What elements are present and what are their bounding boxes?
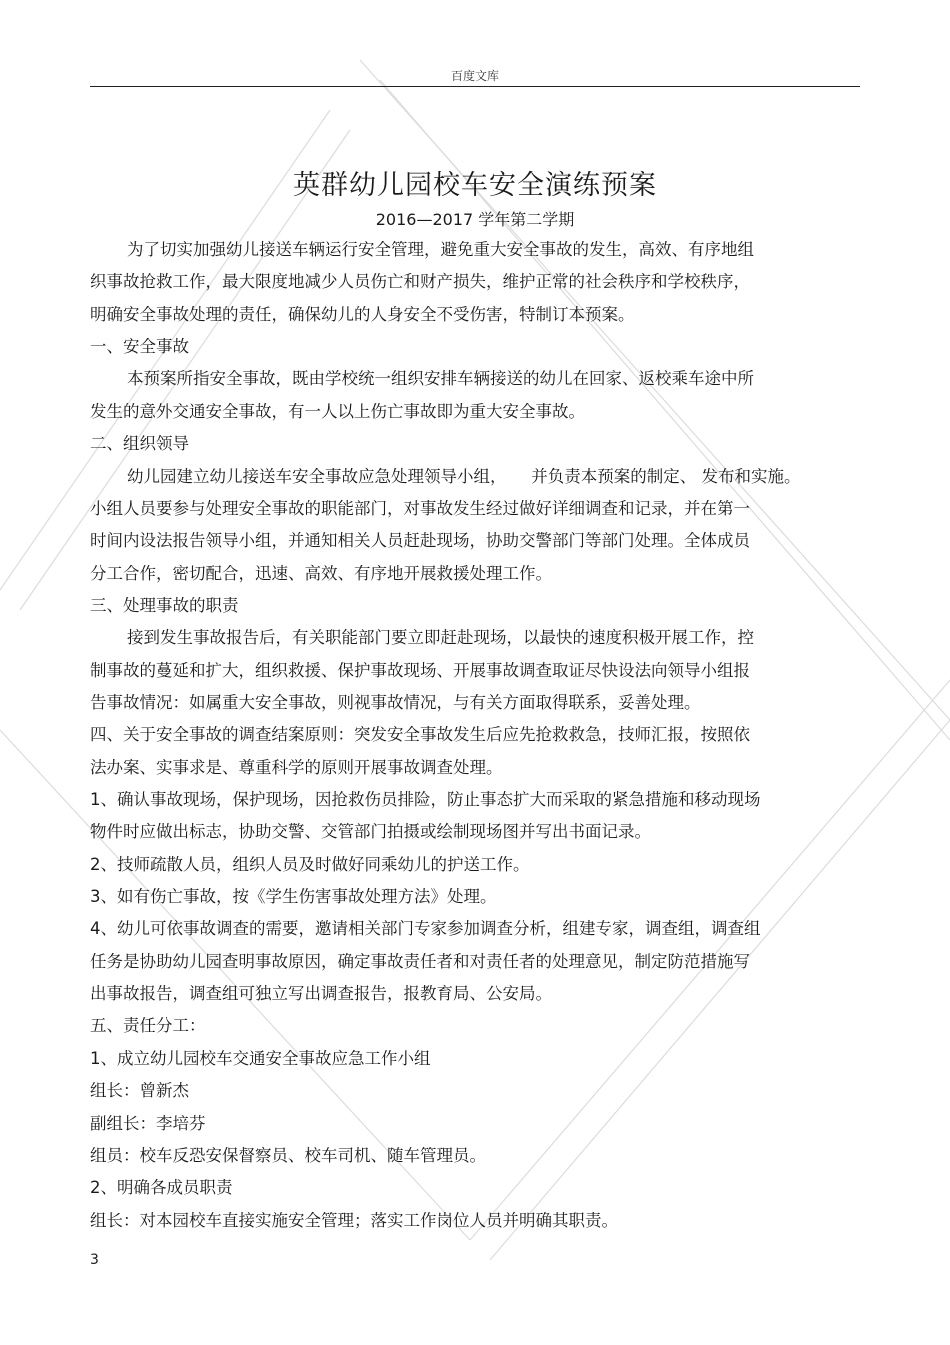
body-line: 时间内设法报告领导小组，并通知相关人员赶赴现场，协助交警部门等部门处理。全体成员 bbox=[90, 531, 750, 551]
body-line: 组员：校车反恐安保督察员、校车司机、随车管理员。 bbox=[90, 1145, 486, 1165]
body-line: 为了切实加强幼儿接送车辆运行安全管理，避免重大安全事故的发生，高效、有序地组 bbox=[127, 240, 754, 259]
list-item: 2、明确各成员职责 bbox=[90, 1178, 233, 1198]
body-line: 幼儿园建立幼儿接送车安全事故应急处理领导小组， 并负责本预案的制定、 发布和实施。 bbox=[127, 466, 801, 486]
list-item: 1、确认事故现场，保护现场，因抢救伤员排险，防止事态扩大而采取的紧急措施和移动现场 bbox=[90, 790, 761, 809]
body-line: 织事故抢救工作，最大限度地减少人员伤亡和财产损失，维护正常的社会秩序和学校秩序， bbox=[90, 272, 750, 292]
body-line: 本预案所指安全事故，既由学校统一组织安排车辆接送的幼儿在回家、返校乘车途中所 bbox=[127, 369, 754, 389]
body-line: 出事故报告，调查组可独立写出调查报告，报教育局、公安局。 bbox=[90, 984, 552, 1004]
body-line: 组长：对本园校车直接实施安全管理；落实工作岗位人员并明确其职责。 bbox=[90, 1210, 618, 1230]
body-line: 任务是协助幼儿园查明事故原因，确定事故责任者和对责任者的处理意见，制定防范措施写 bbox=[90, 951, 750, 971]
body-line: 接到发生事故报告后，有关职能部门要立即赶赴现场，以最快的速度积极开展工作，控 bbox=[127, 628, 754, 648]
body-line: 发生的意外交通安全事故，有一人以上伤亡事故即为重大安全事故。 bbox=[90, 401, 585, 421]
section-heading: 五、责任分工： bbox=[90, 1016, 206, 1036]
section-heading: 三、处理事故的职责 bbox=[90, 595, 239, 615]
document-title: 英群幼儿园校车安全演练预案 bbox=[293, 170, 657, 201]
body-line: 告事故情况：如属重大安全事故，则视事故情况，与有关方面取得联系，妥善处理。 bbox=[90, 692, 701, 712]
body-line: 组长：曾新杰 bbox=[90, 1081, 189, 1101]
body-line: 明确安全事故处理的责任，确保幼儿的人身安全不受伤害，特制订本预案。 bbox=[90, 304, 635, 324]
body-line: 小组人员要参与处理安全事故的职能部门，对事故发生经过做好详细调查和记录，并在第一 bbox=[90, 498, 750, 518]
body-line: 分工合作，密切配合，迅速、高效、有序地开展救援处理工作。 bbox=[90, 563, 552, 583]
body-line: 物件时应做出标志，协助交警、交管部门拍摄或绘制现场图并写出书面记录。 bbox=[90, 822, 651, 842]
header-divider bbox=[90, 86, 860, 87]
section-heading: 二、组织领导 bbox=[90, 434, 189, 454]
body-line: 法办案、实事求是、尊重科学的原则开展事故调查处理。 bbox=[90, 757, 503, 777]
document-subtitle: 2016—2017 学年第二学期 bbox=[375, 210, 575, 229]
header-site-name: 百度文库 bbox=[450, 69, 499, 83]
body-line: 副组长：李培芬 bbox=[90, 1113, 206, 1133]
section-heading: 一、安全事故 bbox=[90, 337, 189, 357]
page-number: 3 bbox=[90, 1252, 99, 1268]
list-item: 1、成立幼儿园校车交通安全事故应急工作小组 bbox=[90, 1048, 431, 1068]
list-item: 2、技师疏散人员，组织人员及时做好同乘幼儿的护送工作。 bbox=[90, 854, 530, 874]
body-line: 制事故的蔓延和扩大，组织救援、保护事故现场、开展事故调查取证尽快设法向领导小组报 bbox=[90, 660, 750, 680]
list-item: 4、幼儿可依事故调查的需要，邀请相关部门专家参加调查分析，组建专家，调查组，调查组 bbox=[90, 919, 761, 939]
section-heading: 四、关于安全事故的调查结案原则：突发安全事故发生后应先抢救救急，技师汇报，按照依 bbox=[90, 725, 750, 745]
list-item: 3、如有伤亡事故，按《学生伤害事故处理方法》处理。 bbox=[90, 887, 497, 906]
